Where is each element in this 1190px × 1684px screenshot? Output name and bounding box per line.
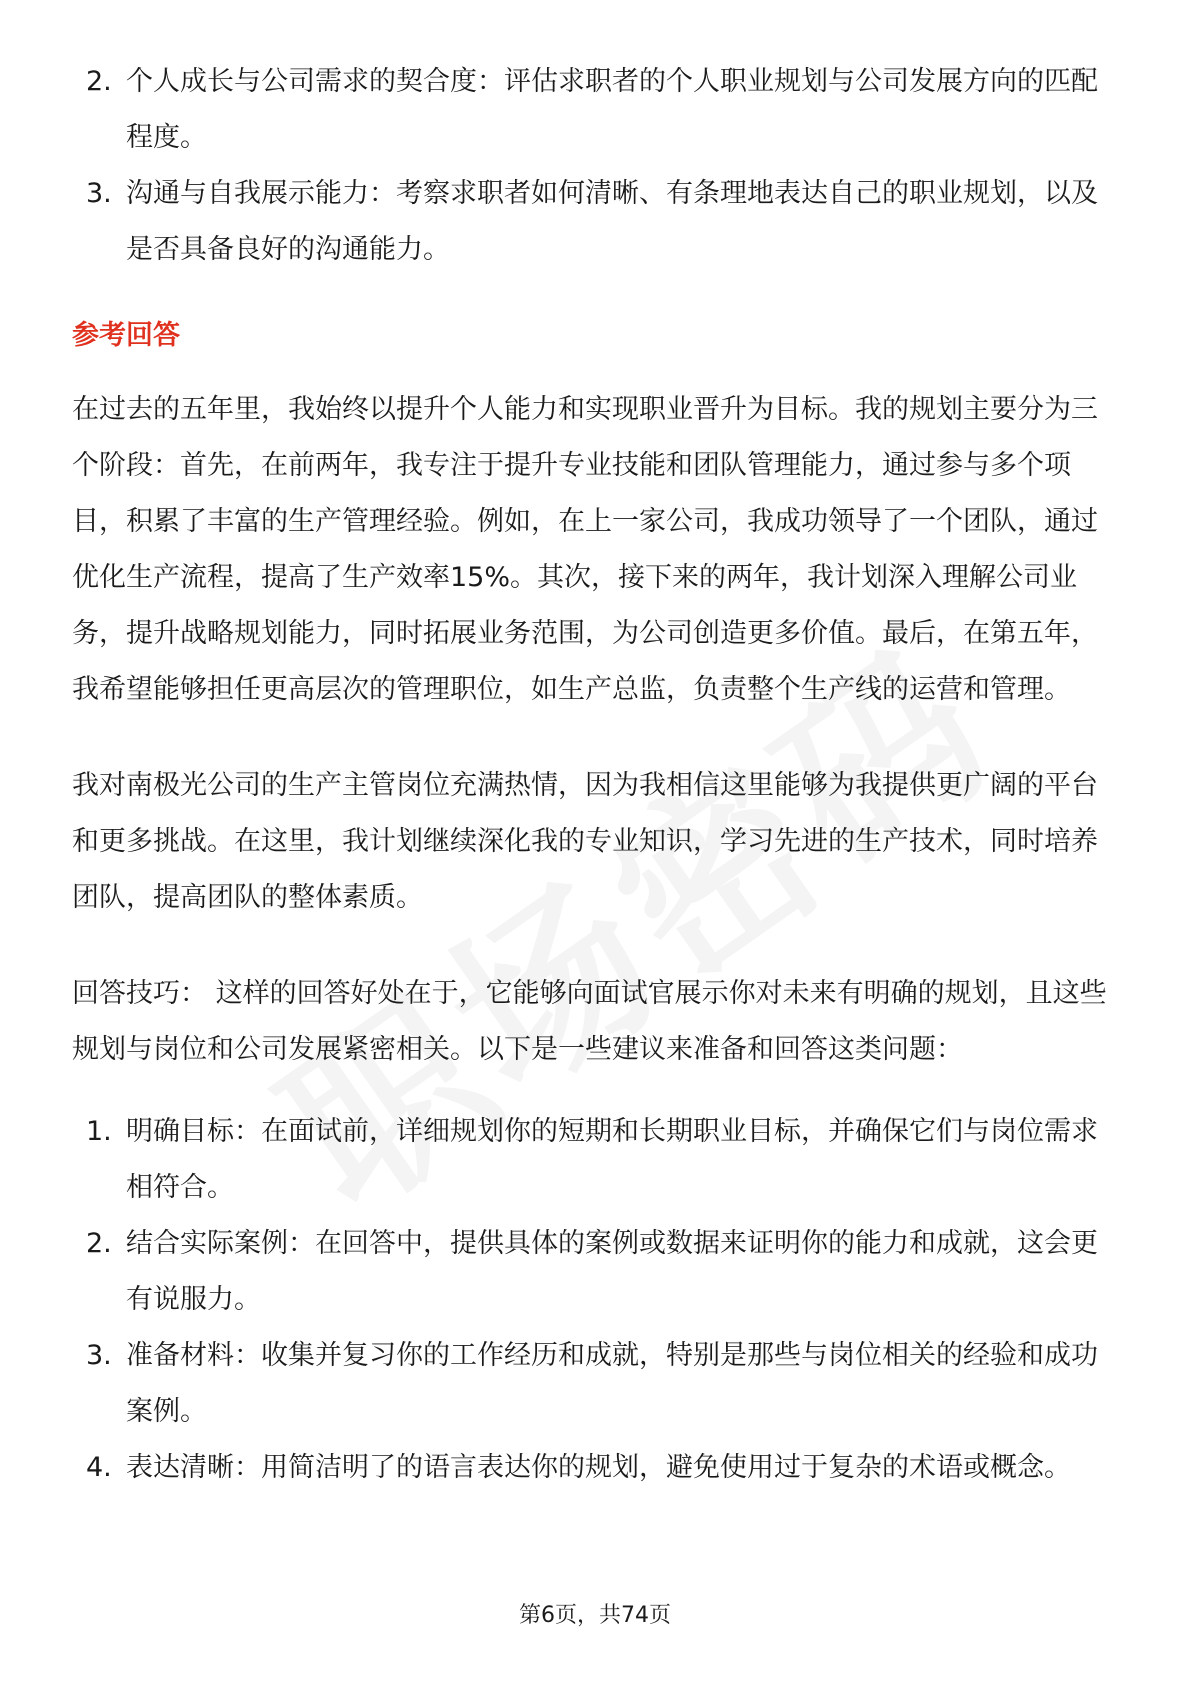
list-number: 2. (86, 66, 112, 97)
list-number: 4. (86, 1452, 112, 1483)
section-heading: 参考回答 (72, 320, 180, 351)
list-item (72, 54, 1118, 166)
list-item (72, 1104, 1118, 1216)
answer-paragraph: 我对南极光公司的生产主管岗位充满热情，因为我相信这里能够为我提供更广阔的平台和更多挑战。在这里，我计划继续深化我的专业知识，学习先进的生产技术，同时培养团队，提高团队的整体素质。 (72, 770, 1098, 913)
answer-paragraph: 在过去的五年里，我始终以提升个人能力和实现职业晋升为目标。我的规划主要分为三个阶段：首先，在前两年，我专注于提升专业技能和团队管理能力，通过参与多个项目，积累了丰富的生产管理经验。例如，在上一家公司，我成功领导了一个团队，通过优化生产流程，提高了生产效率15%。其次，接下来的两年，我计划深入理解公司业务，提升战略规划能力，同时拓展业务范围，为公司创造更多价值。最后，在第五年，我希望能够担任更高层次的管理职位，如生产总监，负责整个生产线的运营和管理。 (72, 394, 1098, 705)
list-item (72, 166, 1118, 278)
list-number: 3. (86, 178, 112, 209)
tips-list (72, 1104, 1118, 1496)
list-text: 个人成长与公司需求的契合度：评估求职者的个人职业规划与公司发展方向的匹配程度。 (126, 66, 1098, 153)
list-number: 2. (86, 1228, 112, 1259)
page-content (72, 54, 1118, 1496)
list-text: 表达清晰：用简洁明了的语言表达你的规划，避免使用过于复杂的术语或概念。 (126, 1452, 1071, 1483)
list-item (72, 1216, 1118, 1328)
list-item (72, 1328, 1118, 1440)
list-text: 沟通与自我展示能力：考察求职者如何清晰、有条理地表达自己的职业规划，以及是否具备良好的沟通能力。 (126, 178, 1098, 265)
list-text: 结合实际案例：在回答中，提供具体的案例或数据来证明你的能力和成就，这会更有说服力。 (126, 1228, 1098, 1315)
list-text: 准备材料：收集并复习你的工作经历和成就，特别是那些与岗位相关的经验和成功案例。 (126, 1340, 1098, 1427)
list-item (72, 1440, 1118, 1496)
criteria-list (72, 54, 1118, 278)
tips-paragraph: 回答技巧： 这样的回答好处在于，它能够向面试官展示你对未来有明确的规划，且这些规划与岗位和公司发展紧密相关。以下是一些建议来准备和回答这类问题： (72, 978, 1107, 1065)
page-number: 第6页，共74页 (519, 1603, 671, 1628)
list-number: 1. (86, 1116, 112, 1147)
list-number: 3. (86, 1340, 112, 1371)
list-text: 明确目标：在面试前，详细规划你的短期和长期职业目标，并确保它们与岗位需求相符合。 (126, 1116, 1098, 1203)
